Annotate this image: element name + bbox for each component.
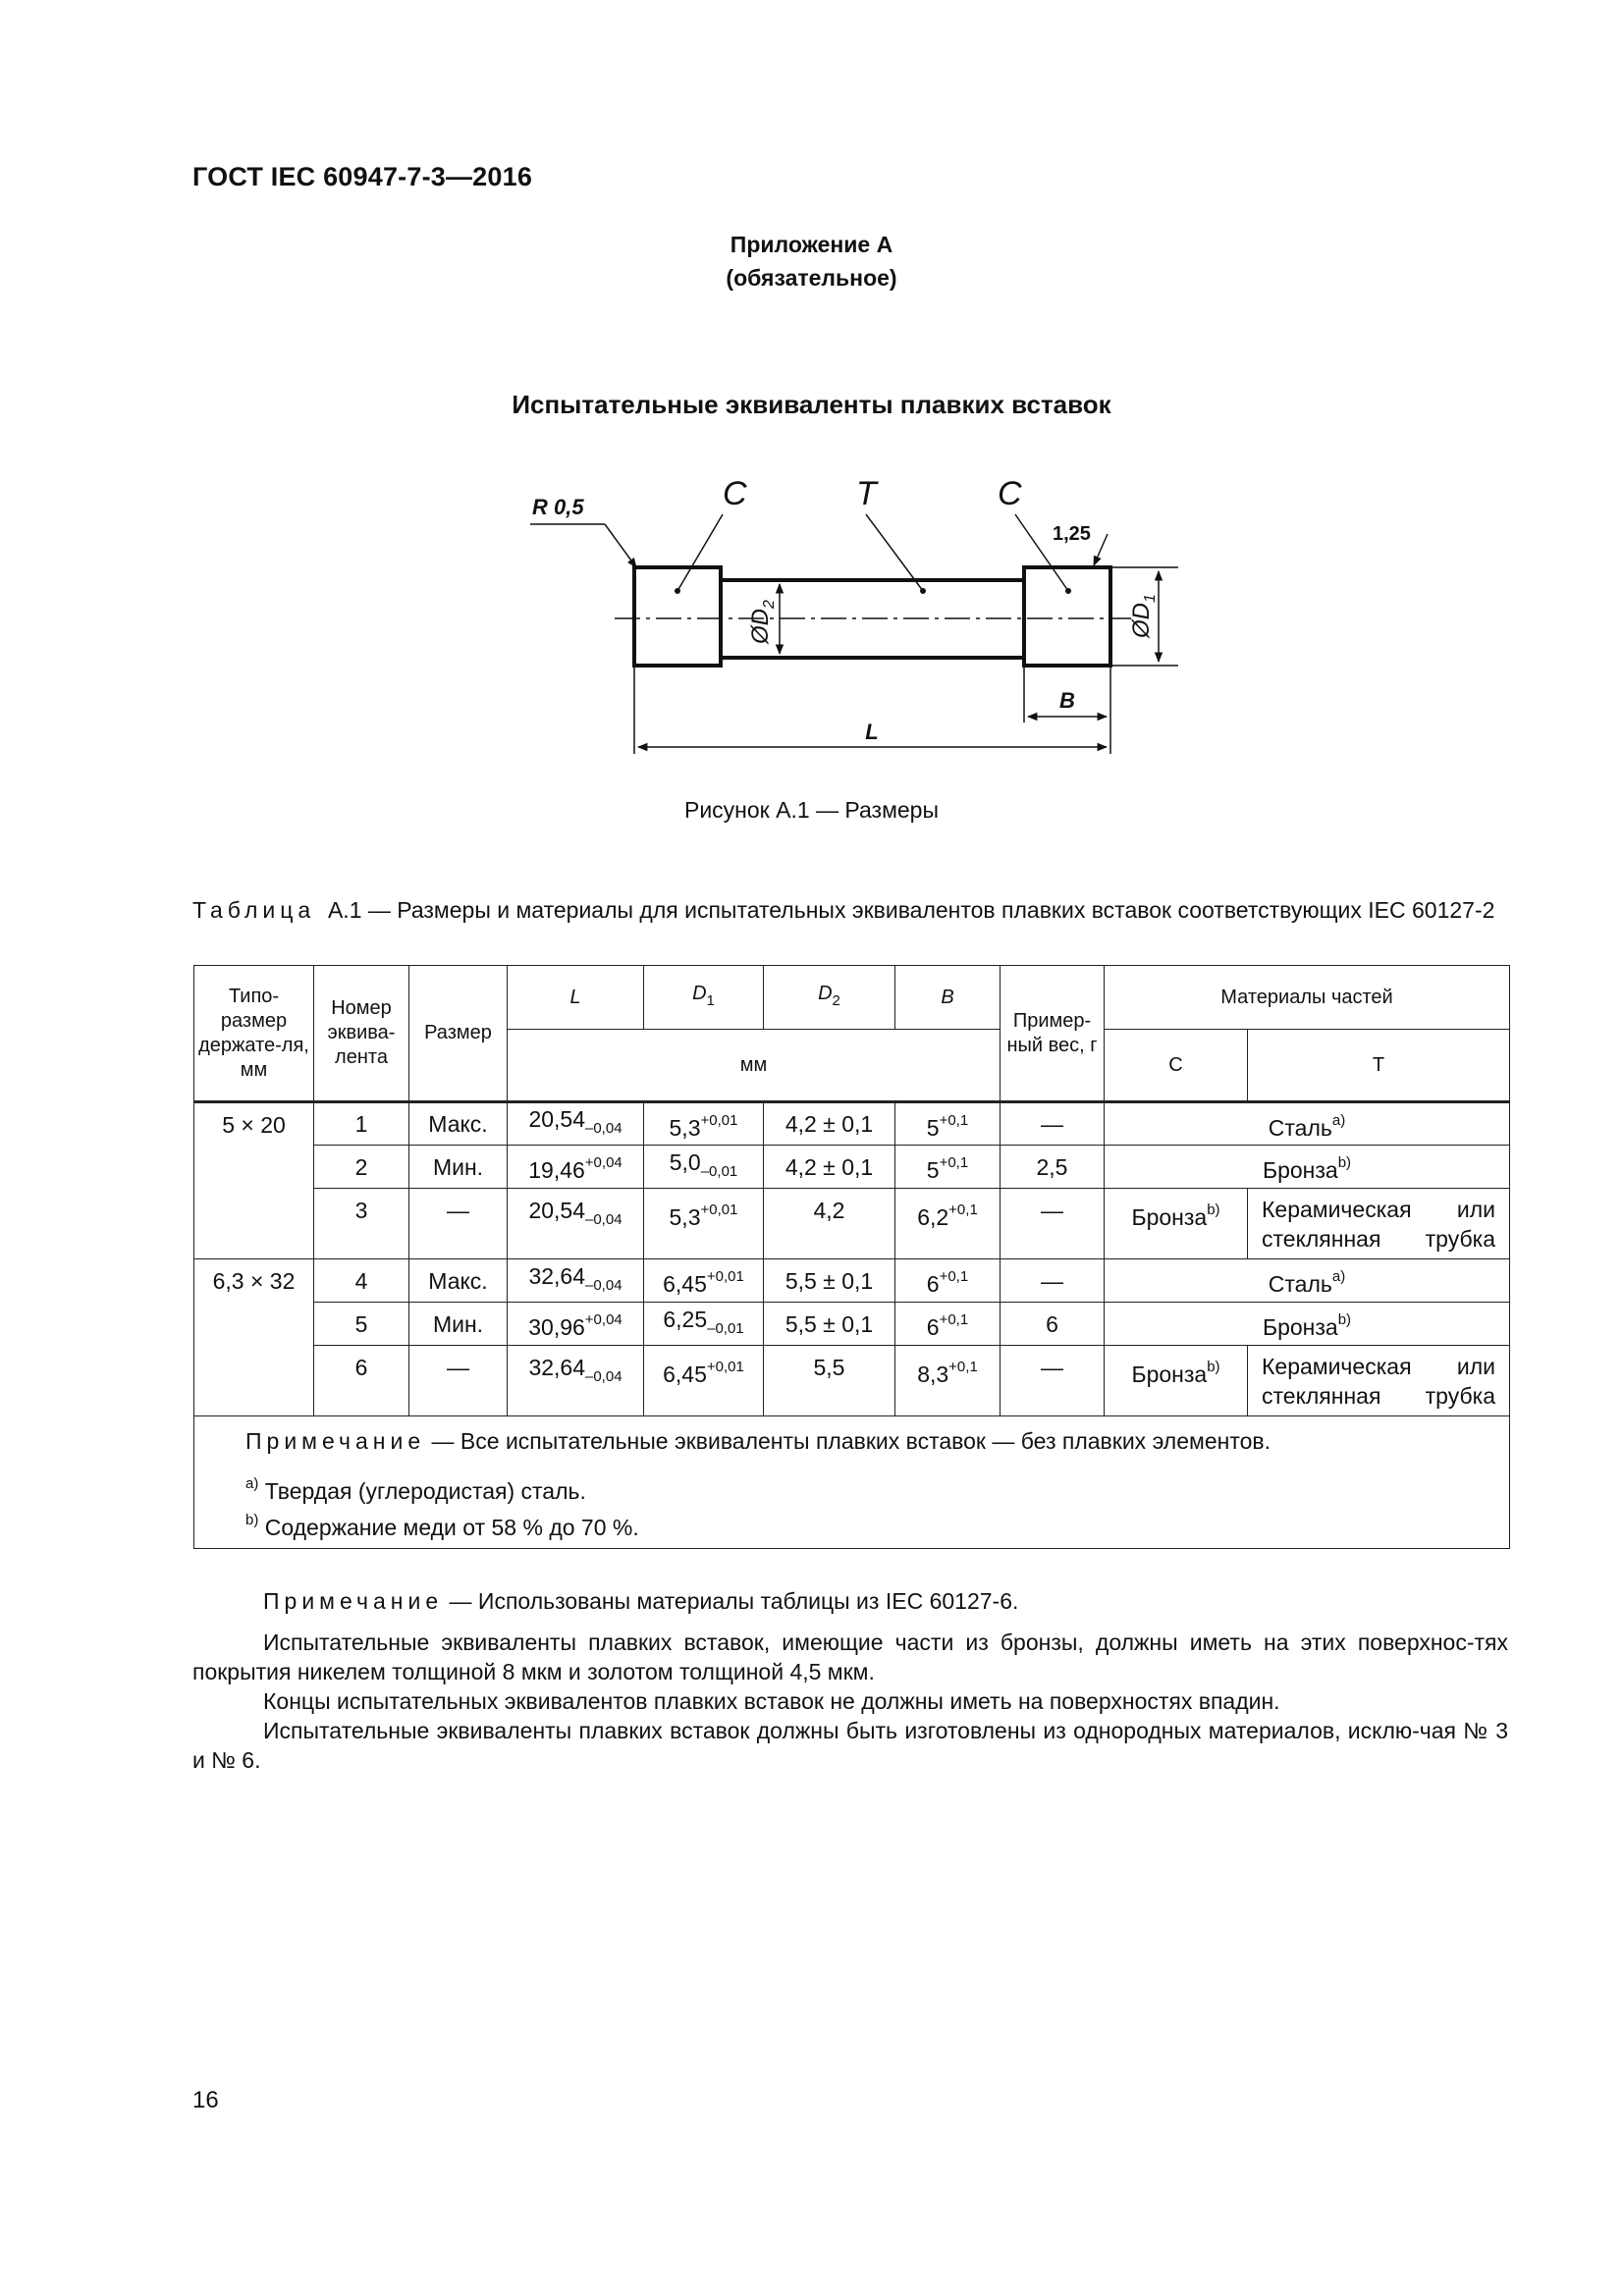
header-material-t: Т — [1248, 1030, 1510, 1102]
chamfer-label: 1,25 — [1053, 523, 1091, 545]
body-paragraph: Концы испытательных эквивалентов плавких вставок не должны иметь на поверхностях впадин. — [263, 1688, 1280, 1714]
annex-title: Приложение А — [730, 232, 893, 257]
b-label: B — [1059, 688, 1075, 713]
fuse-dimension-drawing — [511, 469, 1198, 783]
table-row: 6,3 × 32 4 Макс. $32,64_{-0,04}$ $6,45^{+0,01}$ 5,5 ± 0,1 $6^{+0,1}$ — Сталь$^{а)}$ — [194, 1259, 1510, 1303]
radius-label: R 0,5 — [532, 495, 584, 519]
right-end-cap — [1024, 567, 1110, 666]
document-code: ГОСТ IEC 60947-7-3—2016 — [192, 162, 533, 191]
part-t-label: T — [856, 475, 877, 512]
table-row: 5 × 20 1 Макс. $20,54_{-0,04}$ $5,3^{+0,01}$ 4,2 ± 0,1 $5^{+0,1}$ — Сталь$^{а)}$ — [194, 1102, 1510, 1146]
header-b: B — [895, 966, 1001, 1030]
body-paragraph: Испытательные эквиваленты плавких вставок, имеющие части из бронзы, должны иметь на этих поверхнос-тях покрытия никелем толщиной 8 мкм и золотом толщиной 4,5 мкм. — [192, 1629, 1508, 1684]
figure-caption: Рисунок А.1 — Размеры — [683, 797, 940, 823]
body-text — [192, 1586, 1508, 1775]
header-l: L — [508, 966, 644, 1030]
table-row: 3 — $20,54_{-0,04}$ $5,3^{+0,01}$ 4,2 $6,2^{+0,1}$ — Бронза$^{b)}$ Керамическая или стеклянная трубка — [194, 1189, 1510, 1259]
header-equivalent-number: Номер эквива-лента — [314, 966, 409, 1102]
d2-label: $ØD_2$ — [747, 600, 778, 644]
header-dimension: Размер — [409, 966, 508, 1102]
header-holder-size: Типо-размер держате-ля, мм — [194, 966, 314, 1102]
l-label: L — [865, 720, 879, 744]
table-row: 5 Мин. $30,96^{+0,04}$ $6,25_{-0,01}$ 5,5 ± 0,1 $6^{+0,1}$ 6 Бронза$^{b)}$ — [194, 1303, 1510, 1346]
table-row: 2 Мин. $19,46^{+0,04}$ $5,0_{-0,01}$ 4,2 ± 0,1 $5^{+0,1}$ 2,5 Бронза$^{b)}$ — [194, 1146, 1510, 1189]
table-row: 6 — $32,64_{-0,04}$ $6,45^{+0,01}$ 5,5 $8,3^{+0,1}$ — Бронза$^{b)}$ Керамическая или стеклянная трубка — [194, 1346, 1510, 1416]
d1-label: $ØD_1$ — [1128, 594, 1159, 638]
header-unit-mm: мм — [508, 1030, 1001, 1102]
table-caption: Таблица А.1 — Размеры и материалы для испытательных эквивалентов плавких вставок соответствующих IEC 60127-2 — [192, 897, 1495, 923]
header-material-c: С — [1105, 1030, 1248, 1102]
left-end-cap — [634, 567, 721, 666]
body-paragraph: Испытательные эквиваленты плавких вставок должны быть изготовлены из однородных материалов, исклю-чая № 3 и № 6. — [192, 1718, 1508, 1773]
part-c-right-label: C — [998, 475, 1022, 512]
header-d2: $D_2$ — [764, 966, 895, 1030]
table-notes: Примечание — Все испытательные эквиваленты плавких вставок — без плавких элементов. $^{а)}$ Твердая (углеродистая) сталь. $^{b)}$ Содержание меди от 58 % до 70 %. — [194, 1416, 1510, 1549]
annex-status: (обязательное) — [726, 265, 897, 291]
dimensions-materials-table — [193, 965, 1510, 1549]
part-c-left-label: C — [723, 475, 747, 512]
section-title: Испытательные эквиваленты плавких вставок — [512, 390, 1111, 419]
page-number: 16 — [192, 2087, 219, 2113]
header-materials: Материалы частей — [1105, 966, 1510, 1030]
header-d1: $D_1$ — [644, 966, 764, 1030]
body-note: Примечание — Использованы материалы таблицы из IEC 60127-6. — [263, 1588, 1019, 1614]
header-weight: Пример-ный вес, г — [1001, 966, 1105, 1102]
table-notes-row — [194, 1416, 1510, 1549]
